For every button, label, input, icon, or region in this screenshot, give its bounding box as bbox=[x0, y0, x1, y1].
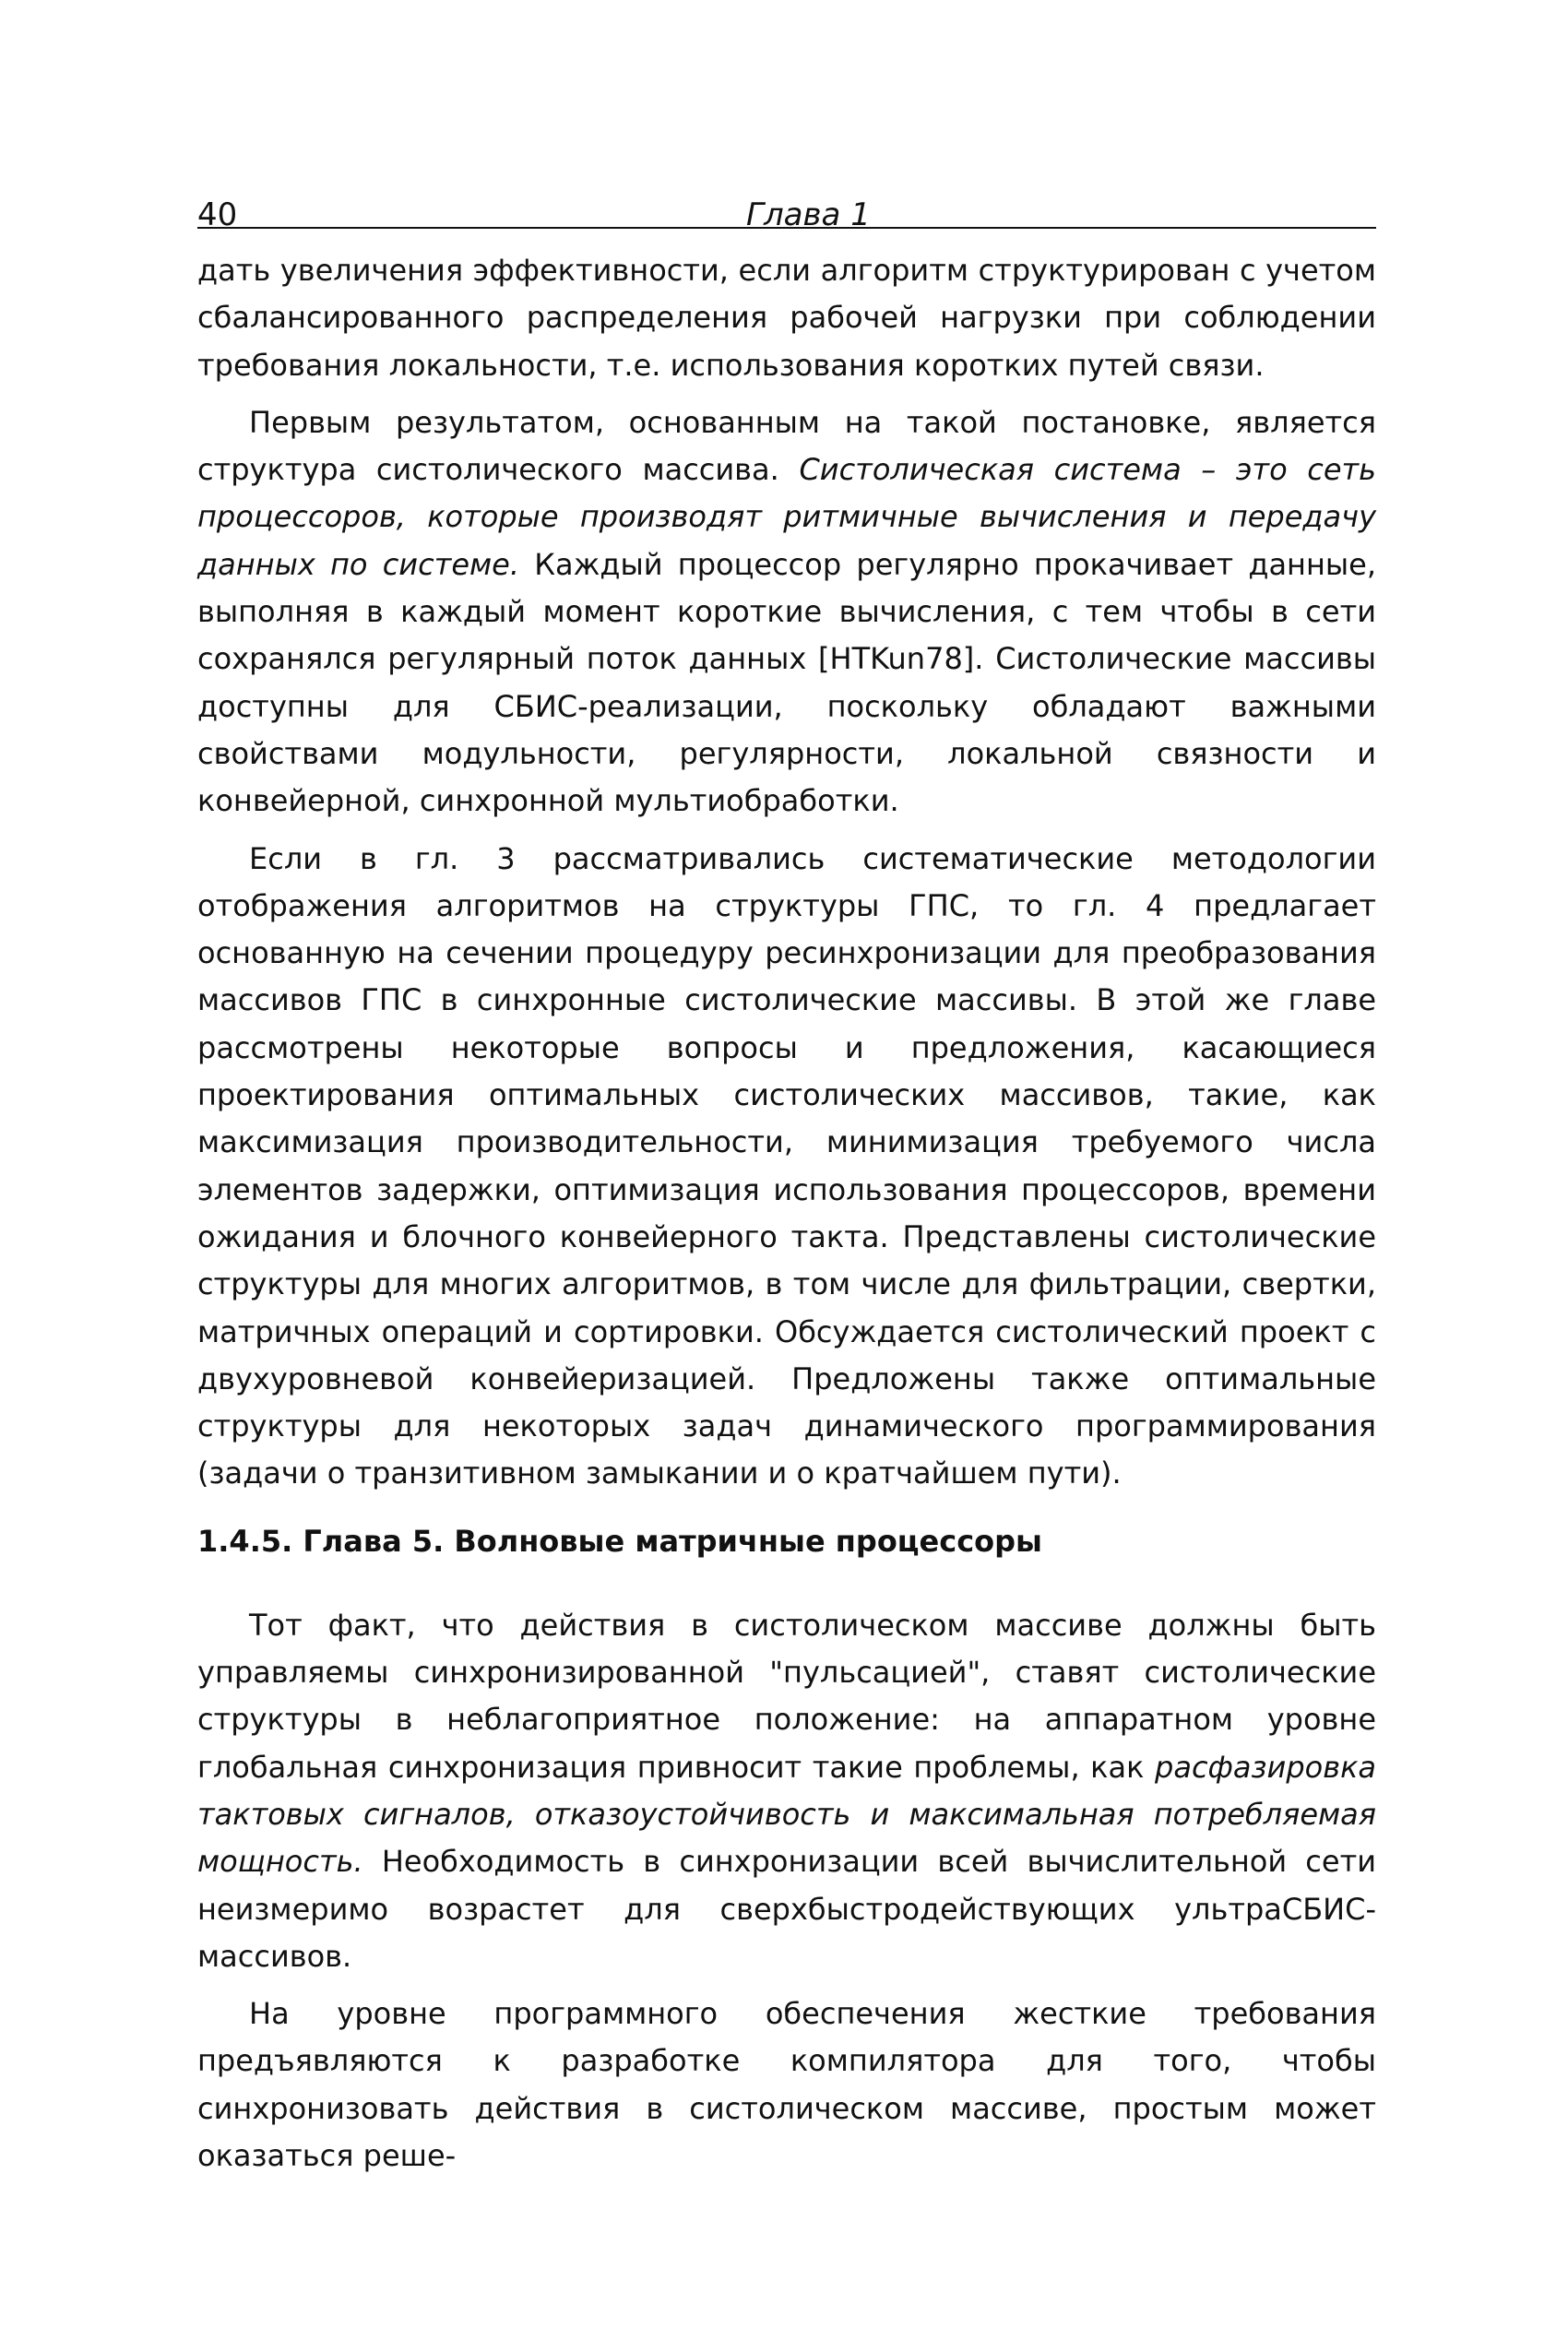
main-text bbox=[197, 247, 1376, 2180]
paragraph-4-rest: Необходимость в синхронизации всей вычислительной сети неизмеримо возрастет для сверхбыстродействующих ультраСБИС-массивов. bbox=[197, 1844, 1377, 1974]
paragraph-software-level bbox=[197, 1990, 1376, 2180]
paragraph-synchronization-problems bbox=[197, 1602, 1376, 1980]
paragraph-5-text: На уровне программного обеспечения жесткие требования предъявляются к разработке компилятора для того, чтобы синхронизовать действия в систолическом массиве, простым может оказаться реше- bbox=[197, 1996, 1376, 2173]
page-number: 40 bbox=[197, 196, 238, 233]
section-heading: 1.4.5. Глава 5. Волновые матричные процессоры bbox=[197, 1523, 1042, 1559]
paragraph-4-intro: Тот факт, что действия в систолическом массиве должны быть управляемы синхронизированной "пульсацией", ставят систолические структуры в неблагоприятное положение: на аппаратном уровне глобальная синхронизация привносит такие проблемы, как bbox=[197, 1607, 1376, 1785]
paragraph-continuation bbox=[197, 247, 1376, 389]
systolic-system-definition: Систолическая система – это сеть процессоров, которые производят ритмичные вычисления и передачу данных по системе. bbox=[197, 452, 1377, 582]
hardware-problem-terms: расфазировка тактовых сигналов, отказоустойчивость и максимальная потребляемая мощность. bbox=[197, 1749, 1377, 1880]
book-page bbox=[197, 196, 1376, 2190]
paragraph-3-text: Если в гл. 3 рассматривались систематические методологии отображения алгоритмов на структуры ГПС, то гл. 4 предлагает основанную на сечении процедуру ресинхронизации для преобразования массивов ГПС в синхронные систолические массивы. В этой же главе рассмотрены некоторые вопросы и предложения, касающиеся проектирования оптимальных систолических массивов, такие, как максимизация производительности, минимизация требуемого числа элементов задержки, оптимизация использования процессоров, времени ожидания и блочного конвейерного такта. Представлены систолические структуры для многих алгоритмов, в том числе для фильтрации, свертки, матричных операций и сортировки. Обсуждается систолический проект с двухуровневой конвейеризацией. Предложены также оптимальные структуры для некоторых задач динамического программирования (задачи о транзитивном замыкании и о кратчайшем пути). bbox=[197, 840, 1376, 1491]
paragraph-2-intro: Первым результатом, основанным на такой постановке, является структура систолического массива. bbox=[197, 404, 1376, 488]
paragraph-2-rest: Каждый процессор регулярно прокачивает данные, выполняя в каждый момент короткие вычисления, с тем чтобы в сети сохранялся регулярный поток данных [HTKun78]. Систолические массивы доступны для СБИС-реализации, поскольку обладают важными свойствами модульности, регулярности, локальной связности и конвейерной, синхронной мультиобработки. bbox=[197, 546, 1377, 819]
paragraph-chapter-4-summary bbox=[197, 836, 1376, 1498]
paragraph-1-text: дать увеличения эффективности, если алгоритм структурирован с учетом сбалансированного распределения рабочей нагрузки при соблюдении требования локальности, т.е. использования коротких путей связи. bbox=[197, 253, 1376, 383]
running-header bbox=[197, 196, 1376, 233]
chapter-title: Глава 1 bbox=[746, 196, 871, 233]
paragraph-systolic-definition bbox=[197, 399, 1376, 826]
